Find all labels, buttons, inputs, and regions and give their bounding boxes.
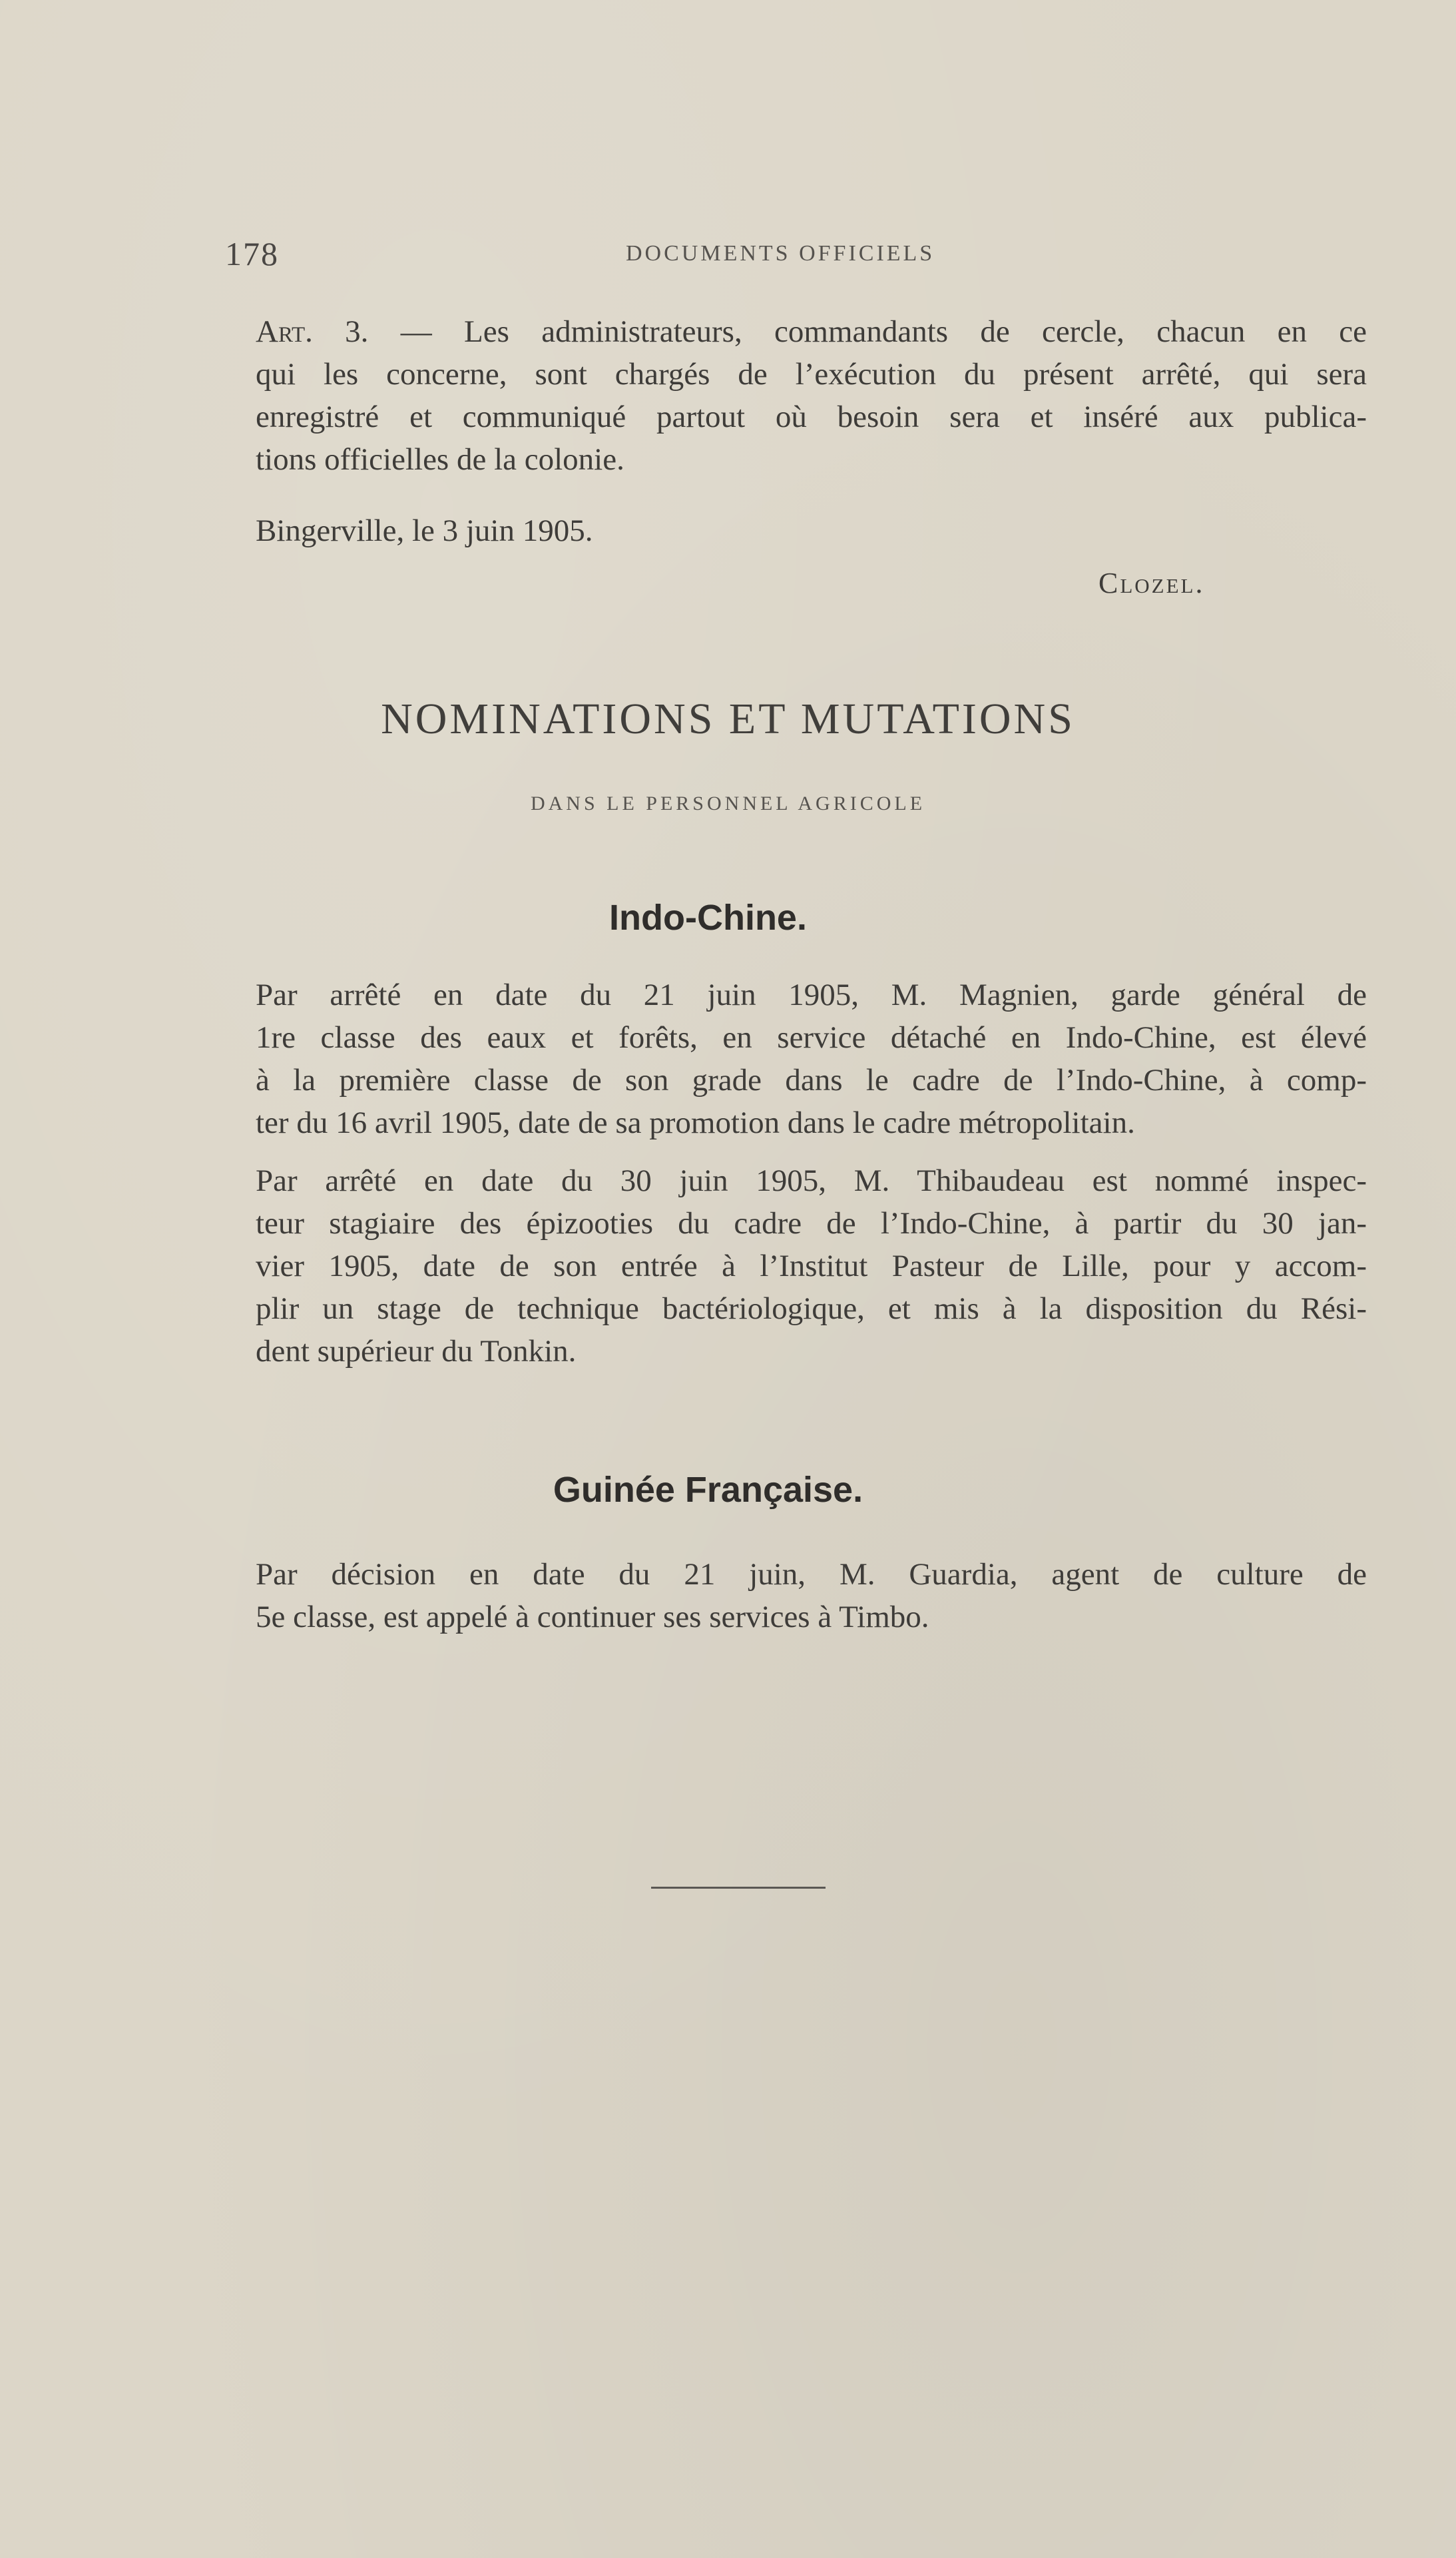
- paragraph-line: qui les concerne, sont chargés de l’exécution du présent arrêté, qui sera: [256, 357, 1367, 392]
- paragraph-line: 1re classe des eaux et forêts, en service détaché en Indo-Chine, est élevé: [256, 1020, 1367, 1055]
- paragraph-line: enregistré et communiqué partout où besoin sera et inséré aux publica-: [256, 400, 1367, 434]
- guinee-paragraph: [225, 1553, 1367, 1638]
- closing-rule: [651, 1887, 826, 1889]
- paragraph-line: vier 1905, date de son entrée à l’Institut Pasteur de Lille, pour y accom-: [256, 1249, 1367, 1283]
- paragraph-line: plir un stage de technique bactériologique, et mis à la disposition du Rési-: [256, 1291, 1367, 1326]
- paragraph-line: Art. 3. — Les administrateurs, commandants de cercle, chacun en ce: [256, 314, 1367, 349]
- indochine-paragraph-1: [225, 974, 1367, 1144]
- paragraph-line: Par arrêté en date du 30 juin 1905, M. Thibaudeau est nommé inspec-: [256, 1163, 1367, 1198]
- section-title: NOMINATIONS ET MUTATIONS: [381, 695, 1075, 743]
- heading-guinee: Guinée Française.: [553, 1470, 863, 1510]
- article-3-paragraph: [225, 310, 1367, 481]
- place-date: Bingerville, le 3 juin 1905.: [256, 513, 593, 548]
- paragraph-line: Par décision en date du 21 juin, M. Guardia, agent de culture de: [256, 1557, 1367, 1592]
- paragraph-line: à la première classe de son grade dans le cadre de l’Indo-Chine, à comp-: [256, 1063, 1367, 1098]
- paragraph-line: 5e classe, est appelé à continuer ses services à Timbo.: [256, 1600, 929, 1634]
- indochine-paragraph-2: [225, 1159, 1367, 1373]
- running-head: DOCUMENTS OFFICIELS: [626, 241, 935, 266]
- paragraph-line: teur stagiaire des épizooties du cadre de l’Indo-Chine, à partir du 30 jan-: [256, 1206, 1367, 1241]
- signature: Clozel.: [1098, 567, 1205, 599]
- article-label: Art. 3.: [256, 314, 369, 349]
- paragraph-line: dent supérieur du Tonkin.: [256, 1334, 577, 1369]
- paragraph-line: tions officielles de la colonie.: [256, 442, 624, 477]
- paragraph-line: ter du 16 avril 1905, date de sa promotion dans le cadre métropolitain.: [256, 1106, 1135, 1140]
- heading-indochine: Indo-Chine.: [609, 898, 807, 938]
- paragraph-line: Par arrêté en date du 21 juin 1905, M. Magnien, garde général de: [256, 978, 1367, 1012]
- section-subtitle: DANS LE PERSONNEL AGRICOLE: [530, 793, 926, 814]
- page-number: 178: [225, 235, 279, 272]
